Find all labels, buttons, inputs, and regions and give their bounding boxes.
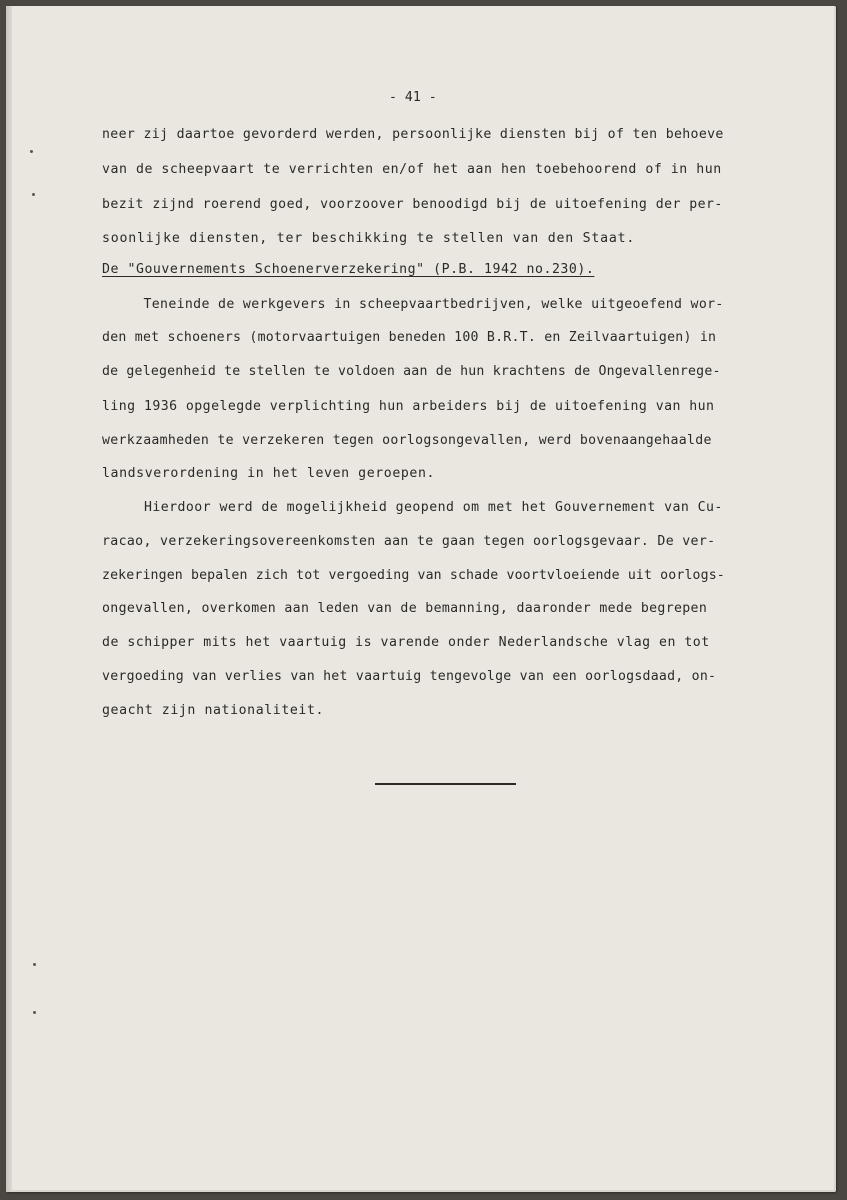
page-binding-edge bbox=[6, 6, 12, 1192]
text-line-6: Teneinde de werkgevers in scheepvaartbedrijven, welke uitgeoefend wor- bbox=[102, 297, 724, 312]
section-heading: De "Gouvernements Schoenerverzekering" (P.B. 1942 no.230). bbox=[102, 262, 595, 277]
document-page bbox=[6, 6, 836, 1192]
page-number: - 41 - bbox=[389, 90, 437, 105]
paper-speck bbox=[32, 193, 35, 196]
text-line-13: racao, verzekeringsovereenkomsten aan te gaan tegen oorlogsgevaar. De ver- bbox=[102, 534, 716, 549]
text-line-14: zekeringen bepalen zich tot vergoeding van schade voortvloeiende uit oorlogs- bbox=[102, 568, 725, 583]
paper-speck bbox=[33, 1011, 36, 1014]
closing-rule bbox=[375, 783, 516, 785]
text-line-1: neer zij daartoe gevorderd werden, persoonlijke diensten bij of ten behoeve bbox=[102, 127, 724, 142]
text-line-15: ongevallen, overkomen aan leden van de bemanning, daaronder mede begrepen bbox=[102, 601, 708, 616]
text-line-10: werkzaamheden te verzekeren tegen oorlogsongevallen, werd bovenaangehaalde bbox=[102, 433, 712, 448]
text-line-18: geacht zijn nationaliteit. bbox=[102, 703, 325, 718]
text-line-2: van de scheepvaart te verrichten en/of het aan hen toebehoorend of in hun bbox=[102, 162, 722, 177]
text-line-8: de gelegenheid te stellen te voldoen aan de hun krachtens de Ongevallenrege- bbox=[102, 364, 721, 379]
paper-speck bbox=[30, 150, 33, 153]
paper-speck bbox=[33, 963, 36, 966]
text-line-4: soonlijke diensten, ter beschikking te stellen van den Staat. bbox=[102, 231, 636, 246]
text-line-11: landsverordening in het leven geroepen. bbox=[102, 466, 436, 481]
text-line-17: vergoeding van verlies van het vaartuig tengevolge van een oorlogsdaad, on- bbox=[102, 669, 717, 684]
text-line-3: bezit zijnd roerend goed, voorzoover benoodigd bij de uitoefening der per- bbox=[102, 197, 723, 212]
text-line-16: de schipper mits het vaartuig is varende onder Nederlandsche vlag en tot bbox=[102, 635, 710, 650]
text-line-12: Hierdoor werd de mogelijkheid geopend om met het Gouvernement van Cu- bbox=[102, 500, 723, 515]
text-line-9: ling 1936 opgelegde verplichting hun arbeiders bij de uitoefening van hun bbox=[102, 399, 715, 414]
text-line-7: den met schoeners (motorvaartuigen beneden 100 B.R.T. en Zeilvaartuigen) in bbox=[102, 330, 717, 345]
